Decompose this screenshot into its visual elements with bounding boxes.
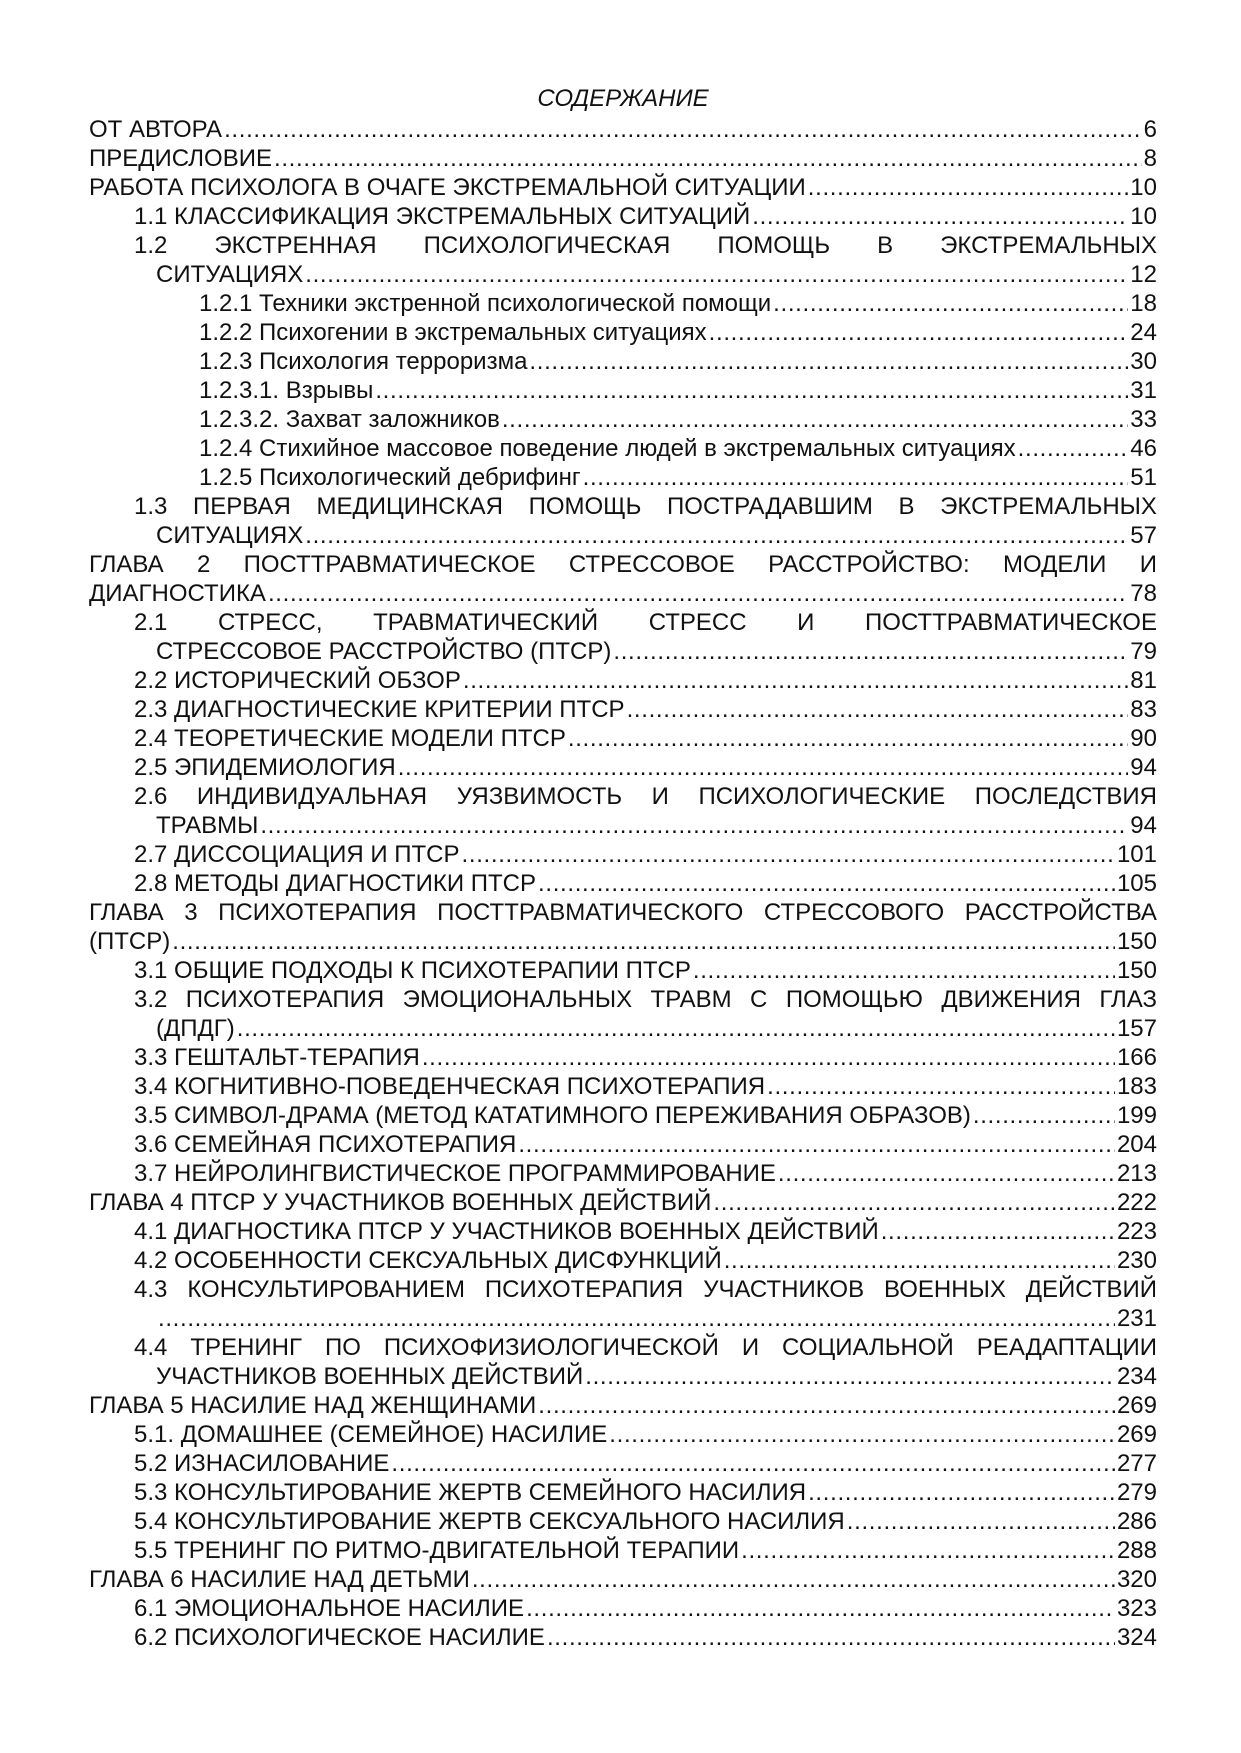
toc-entry-word: УЧАСТНИКОВ xyxy=(703,1276,865,1303)
toc-entry-line xyxy=(199,289,1157,318)
toc-page-number: 79 xyxy=(1130,638,1157,665)
toc-entry-word: В xyxy=(877,232,894,259)
toc-page-number: 288 xyxy=(1116,1537,1157,1564)
toc-entry-word: СОЦИАЛЬНОЙ xyxy=(782,1334,954,1361)
toc-entry-word: УЯЗВИМОСТЬ xyxy=(456,783,623,810)
toc-entry[interactable] xyxy=(134,985,1157,1043)
toc-entry-word: КОНСУЛЬТИРОВАНИЕМ xyxy=(187,1276,465,1303)
toc-entry-title: СИТУАЦИЯХ xyxy=(156,522,304,549)
toc-entry-word: 4.4 xyxy=(134,1334,168,1361)
toc-leader-dots xyxy=(568,724,1128,753)
toc-page-number: 10 xyxy=(1130,203,1157,230)
toc-entry-title: 2.8 МЕТОДЫ ДИАГНОСТИКИ ПТСР xyxy=(134,870,537,897)
toc-page-number: 183 xyxy=(1116,1073,1157,1100)
toc-leader-dots xyxy=(778,1159,1115,1188)
toc-entry[interactable] xyxy=(89,1188,1157,1217)
toc-page-number: 320 xyxy=(1116,1566,1157,1593)
table-of-contents xyxy=(89,84,1157,1652)
toc-leader-dots xyxy=(391,1449,1115,1478)
toc-entry-title: 1.1 КЛАССИФИКАЦИЯ ЭКСТРЕМАЛЬНЫХ СИТУАЦИЙ xyxy=(134,203,751,230)
toc-entry[interactable] xyxy=(134,1536,1157,1565)
toc-page-number: 324 xyxy=(1116,1624,1157,1651)
toc-page-number: 57 xyxy=(1130,522,1157,549)
toc-entry-title: 1.2.5 Психологический дебрифинг xyxy=(199,464,581,491)
toc-entry-line xyxy=(134,1217,1157,1246)
toc-page-number: 24 xyxy=(1130,319,1157,346)
toc-entry-title: (ПТСР) xyxy=(89,928,171,955)
toc-entry[interactable] xyxy=(89,115,1157,144)
toc-entry-word: И xyxy=(797,609,815,636)
toc-entry-line xyxy=(134,1594,1157,1623)
toc-entry-title: 5.1. ДОМАШНЕЕ (СЕМЕЙНОЕ) НАСИЛИЕ xyxy=(134,1421,608,1448)
toc-entry-word: ПОМОЩЬ xyxy=(717,232,831,259)
toc-page-number: 279 xyxy=(1116,1479,1157,1506)
toc-entry-line xyxy=(134,1043,1157,1072)
toc-page-number: 101 xyxy=(1116,841,1157,868)
toc-entry-title: 2.4 ТЕОРЕТИЧЕСКИЕ МОДЕЛИ ПТСР xyxy=(134,725,566,752)
toc-entry[interactable] xyxy=(134,1594,1157,1623)
toc-entry[interactable] xyxy=(134,1159,1157,1188)
toc-entry-line xyxy=(134,869,1157,898)
toc-entry[interactable] xyxy=(199,463,1157,492)
toc-page-number: 46 xyxy=(1130,435,1157,462)
toc-entry-line xyxy=(199,405,1157,434)
toc-entry-title: ГЛАВА 5 НАСИЛИЕ НАД ЖЕНЩИНАМИ xyxy=(89,1392,537,1419)
toc-page-number: 277 xyxy=(1116,1450,1157,1477)
toc-entry-first-line xyxy=(134,492,1157,521)
toc-entry-line xyxy=(199,434,1157,463)
toc-leader-dots xyxy=(472,1565,1115,1594)
toc-entry-word: СТРЕССОВОГО xyxy=(763,899,945,926)
toc-leader-dots xyxy=(767,1072,1115,1101)
toc-entry-word: ТРАВМ xyxy=(650,986,732,1013)
toc-leader-dots xyxy=(462,840,1115,869)
toc-entry-line xyxy=(89,173,1157,202)
toc-entry-word: ПОСТТРАВМАТИЧЕСКОЕ xyxy=(243,551,536,578)
toc-leader-dots xyxy=(547,1623,1115,1652)
toc-entry[interactable] xyxy=(134,666,1157,695)
toc-entry[interactable] xyxy=(89,898,1157,956)
toc-entry[interactable] xyxy=(89,144,1157,173)
toc-entry-word: ИНДИВИДУАЛЬНАЯ xyxy=(196,783,428,810)
toc-entry-line xyxy=(134,1101,1157,1130)
toc-entry-word: ПО xyxy=(324,1334,361,1361)
toc-entry-word: ПСИХОТЕРАПИЯ xyxy=(218,899,417,926)
toc-entry[interactable] xyxy=(199,347,1157,376)
toc-leader-dots xyxy=(713,1188,1115,1217)
toc-entry-title: 1.2.4 Стихийное массовое поведение людей в экстремальных ситуациях xyxy=(199,435,1016,462)
toc-entry-line xyxy=(134,1159,1157,1188)
toc-entry-word: СТРЕСС xyxy=(648,609,747,636)
toc-entry-word: РЕАДАПТАЦИИ xyxy=(976,1334,1157,1361)
toc-entry[interactable] xyxy=(134,231,1157,289)
toc-leader-dots xyxy=(808,1478,1115,1507)
toc-page-number: 213 xyxy=(1116,1160,1157,1187)
toc-entry-first-line xyxy=(134,608,1157,637)
toc-entry-line xyxy=(156,811,1157,840)
toc-entry-title: ПРЕДИСЛОВИЕ xyxy=(89,145,272,172)
toc-entry-title: 4.1 ДИАГНОСТИКА ПТСР У УЧАСТНИКОВ ВОЕННЫХ ДЕЙСТВИЙ xyxy=(134,1218,879,1245)
toc-page-number: 51 xyxy=(1130,464,1157,491)
toc-entry[interactable] xyxy=(199,434,1157,463)
toc-entry[interactable] xyxy=(134,1507,1157,1536)
toc-title: СОДЕРЖАНИЕ xyxy=(537,85,709,112)
toc-entry[interactable] xyxy=(134,1333,1157,1391)
toc-entry-first-line xyxy=(134,782,1157,811)
toc-entry-word: ПСИХОТЕРАПИЯ xyxy=(484,1276,684,1303)
toc-entry[interactable] xyxy=(89,173,1157,202)
toc-page-number: 234 xyxy=(1116,1363,1157,1390)
toc-entry-line xyxy=(156,260,1157,289)
toc-entry-word: ЭМОЦИОНАЛЬНЫХ xyxy=(402,986,633,1013)
toc-leader-dots xyxy=(881,1217,1115,1246)
toc-entry-line xyxy=(134,956,1157,985)
toc-entry[interactable] xyxy=(134,1275,1157,1333)
toc-page-number: 222 xyxy=(1116,1189,1157,1216)
toc-entry-word: ГЛАЗ xyxy=(1099,986,1157,1013)
toc-entry-first-line xyxy=(134,231,1157,260)
toc-entry-line xyxy=(134,1072,1157,1101)
toc-entry-line xyxy=(89,927,1157,956)
toc-entry-line xyxy=(199,463,1157,492)
toc-entry[interactable] xyxy=(199,405,1157,434)
toc-entry-title: 2.7 ДИССОЦИАЦИЯ И ПТСР xyxy=(134,841,460,868)
toc-entry-line xyxy=(156,1014,1157,1043)
toc-entry-line xyxy=(89,579,1157,608)
toc-entry[interactable] xyxy=(134,956,1157,985)
toc-leader-dots xyxy=(274,144,1142,173)
toc-entry-word: И xyxy=(741,1334,760,1361)
toc-entry-word: ПСИХОЛОГИЧЕСКИЕ xyxy=(698,783,946,810)
toc-entry-line xyxy=(156,521,1157,550)
toc-entry-title: 6.2 ПСИХОЛОГИЧЕСКОЕ НАСИЛИЕ xyxy=(134,1624,545,1651)
toc-entry-title: 4.2 ОСОБЕННОСТИ СЕКСУАЛЬНЫХ ДИСФУНКЦИЙ xyxy=(134,1247,722,1274)
toc-entry-line xyxy=(156,1362,1157,1391)
toc-page-number: 204 xyxy=(1116,1131,1157,1158)
toc-leader-dots xyxy=(773,289,1128,318)
toc-page-number: 78 xyxy=(1130,580,1157,607)
toc-page-number: 33 xyxy=(1130,406,1157,433)
toc-entry-word: В xyxy=(898,493,915,520)
toc-page-number: 94 xyxy=(1130,754,1157,781)
toc-entry-word: ПОСТТРАВМАТИЧЕСКОГО xyxy=(437,899,744,926)
toc-entry-title: СТРЕССОВОЕ РАССТРОЙСТВО (ПТСР) xyxy=(156,638,612,665)
toc-entry-word: И xyxy=(651,783,669,810)
toc-entry-title: 3.7 НЕЙРОЛИНГВИСТИЧЕСКОЕ ПРОГРАММИРОВАНИЕ xyxy=(134,1160,776,1187)
toc-entry-word: ПОСТРАДАВШИМ xyxy=(667,493,873,520)
toc-entry[interactable] xyxy=(199,376,1157,405)
toc-entry-word: ДЕЙСТВИЙ xyxy=(1025,1276,1157,1303)
toc-page-number: 269 xyxy=(1116,1421,1157,1448)
toc-entry-line xyxy=(89,115,1157,144)
toc-leader-dots xyxy=(268,579,1128,608)
toc-entry-first-line xyxy=(134,985,1157,1014)
toc-leader-dots xyxy=(752,202,1128,231)
toc-entry[interactable] xyxy=(89,550,1157,608)
toc-page-number: 231 xyxy=(1116,1305,1157,1332)
toc-entry-line xyxy=(156,637,1157,666)
toc-entry-line xyxy=(134,1623,1157,1652)
toc-entry-title: 2.5 ЭПИДЕМИОЛОГИЯ xyxy=(134,754,396,781)
toc-leader-dots xyxy=(422,1043,1115,1072)
toc-entry-word: ДВИЖЕНИЯ xyxy=(941,986,1081,1013)
toc-entry-word: ГЛАВА xyxy=(89,899,164,926)
toc-entry[interactable] xyxy=(199,289,1157,318)
toc-page-number: 105 xyxy=(1116,870,1157,897)
toc-page-number: 30 xyxy=(1130,348,1157,375)
toc-page-number: 10 xyxy=(1130,174,1157,201)
toc-entry-word: ПСИХОФИЗИОЛОГИЧЕСКОЙ xyxy=(383,1334,719,1361)
toc-entry[interactable] xyxy=(134,1130,1157,1159)
toc-entry-word: И xyxy=(1139,551,1157,578)
toc-entry-title: 6.1 ЭМОЦИОНАЛЬНОЕ НАСИЛИЕ xyxy=(134,1595,525,1622)
toc-page-number: 199 xyxy=(1116,1102,1157,1129)
toc-leader-dots xyxy=(260,811,1128,840)
toc-entry-word: ПОМОЩЬЮ xyxy=(785,986,923,1013)
toc-entry-line xyxy=(134,753,1157,782)
toc-page-number: 323 xyxy=(1116,1595,1157,1622)
toc-entry-title: 1.2.3 Психология терроризма xyxy=(199,348,528,375)
toc-leader-dots xyxy=(502,405,1128,434)
toc-leader-dots xyxy=(375,376,1128,405)
toc-leader-dots xyxy=(808,173,1129,202)
toc-leader-dots xyxy=(741,1536,1115,1565)
toc-page-number: 230 xyxy=(1116,1247,1157,1274)
toc-entry-line xyxy=(134,840,1157,869)
toc-entry-word: МОДЕЛИ xyxy=(1002,551,1107,578)
toc-page-number: 150 xyxy=(1116,928,1157,955)
toc-entry[interactable] xyxy=(134,1420,1157,1449)
toc-entry-word: МЕДИЦИНСКАЯ xyxy=(316,493,503,520)
toc-entry[interactable] xyxy=(134,724,1157,753)
toc-entry-line xyxy=(89,1391,1157,1420)
toc-entry-title: 3.5 СИМВОЛ-ДРАМА (МЕТОД КАТАТИМНОГО ПЕРЕЖИВАНИЯ ОБРАЗОВ) xyxy=(134,1102,971,1129)
toc-entry-title: 5.2 ИЗНАСИЛОВАНИЕ xyxy=(134,1450,390,1477)
toc-entry-word: 2.1 xyxy=(134,609,168,636)
toc-entry-word: ЭКСТРЕМАЛЬНЫХ xyxy=(940,493,1157,520)
toc-entry-word: ПСИХОЛОГИЧЕСКАЯ xyxy=(423,232,671,259)
toc-leader-dots xyxy=(398,753,1129,782)
toc-entry-title: ГЛАВА 6 НАСИЛИЕ НАД ДЕТЬМИ xyxy=(89,1566,470,1593)
toc-page-number: 8 xyxy=(1143,145,1157,172)
toc-entry[interactable] xyxy=(134,782,1157,840)
toc-entry-line xyxy=(134,1507,1157,1536)
toc-entry-title: ДИАГНОСТИКА xyxy=(89,580,266,607)
toc-leader-dots xyxy=(224,115,1142,144)
toc-entry[interactable] xyxy=(89,1391,1157,1420)
toc-entry-word: 3.2 xyxy=(134,986,168,1013)
toc-entry-title: 1.2.2 Психогении в экстремальных ситуациях xyxy=(199,319,707,346)
toc-leader-dots xyxy=(613,637,1128,666)
toc-entry-word: ПОМОЩЬ xyxy=(528,493,642,520)
toc-entry-first-line xyxy=(89,898,1157,927)
toc-entry-line xyxy=(89,144,1157,173)
toc-entry-title: 1.2.3.2. Захват заложников xyxy=(199,406,500,433)
toc-entry-first-line xyxy=(89,550,1157,579)
toc-entry[interactable] xyxy=(134,608,1157,666)
toc-entry-word: ПСИХОТЕРАПИЯ xyxy=(185,986,385,1013)
toc-page-number: 94 xyxy=(1130,812,1157,839)
toc-leader-dots xyxy=(693,956,1115,985)
toc-entry-line xyxy=(134,1536,1157,1565)
toc-page-number: 157 xyxy=(1116,1015,1157,1042)
toc-entry-title: 1.2.1 Техники экстренной психологической помощи xyxy=(199,290,772,317)
toc-leader-dots xyxy=(1018,434,1129,463)
toc-page-number: 269 xyxy=(1116,1392,1157,1419)
toc-entry-word: СТРЕССОВОЕ xyxy=(568,551,735,578)
toc-entry-word: ТРАВМАТИЧЕСКИЙ xyxy=(373,609,599,636)
toc-entry-title: ТРАВМЫ xyxy=(156,812,259,839)
toc-entry-title: 3.4 КОГНИТИВНО-ПОВЕДЕНЧЕСКАЯ ПСИХОТЕРАПИЯ xyxy=(134,1073,766,1100)
toc-entry-title: 5.5 ТРЕНИНГ ПО РИТМО-ДВИГАТЕЛЬНОЙ ТЕРАПИИ xyxy=(134,1537,740,1564)
toc-entry-line xyxy=(134,724,1157,753)
toc-entry-word: С xyxy=(750,986,768,1013)
toc-entry-first-line xyxy=(134,1275,1157,1304)
toc-entry[interactable] xyxy=(134,840,1157,869)
toc-entry[interactable] xyxy=(134,695,1157,724)
toc-entry[interactable] xyxy=(134,869,1157,898)
toc-entry-line xyxy=(89,1188,1157,1217)
toc-entry-word: ТРЕНИНГ xyxy=(190,1334,302,1361)
toc-leader-dots xyxy=(724,1246,1115,1275)
toc-entry-line xyxy=(199,376,1157,405)
toc-leader-dots xyxy=(158,1304,1115,1333)
toc-leader-dots xyxy=(538,869,1115,898)
toc-entry[interactable] xyxy=(134,492,1157,550)
toc-page-number: 12 xyxy=(1130,261,1157,288)
toc-entry-title: 3.3 ГЕШТАЛЬТ-ТЕРАПИЯ xyxy=(134,1044,420,1071)
toc-entry-line xyxy=(134,666,1157,695)
toc-leader-dots xyxy=(305,521,1128,550)
toc-entry-line xyxy=(134,1449,1157,1478)
toc-entry[interactable] xyxy=(134,1072,1157,1101)
toc-entry-word: 3 xyxy=(184,899,198,926)
toc-entry-word: СТРЕСС, xyxy=(217,609,323,636)
toc-leader-dots xyxy=(847,1507,1115,1536)
toc-entry[interactable] xyxy=(134,1478,1157,1507)
toc-entry-word: 2 xyxy=(196,551,211,578)
toc-entry-line xyxy=(134,695,1157,724)
toc-page-number: 286 xyxy=(1116,1508,1157,1535)
toc-entry-word: ЭКСТРЕННАЯ xyxy=(214,232,377,259)
toc-entry-title: 3.1 ОБЩИЕ ПОДХОДЫ К ПСИХОТЕРАПИИ ПТСР xyxy=(134,957,691,984)
toc-entry-word: ПОСЛЕДСТВИЯ xyxy=(974,783,1157,810)
toc-leader-dots xyxy=(518,1130,1115,1159)
toc-leader-dots xyxy=(583,463,1129,492)
toc-page-number: 81 xyxy=(1130,667,1157,694)
toc-entry-title: 5.3 КОНСУЛЬТИРОВАНИЕ ЖЕРТВ СЕМЕЙНОГО НАСИЛИЯ xyxy=(134,1479,807,1506)
toc-entry-line xyxy=(134,1130,1157,1159)
toc-entry-title: РАБОТА ПСИХОЛОГА В ОЧАГЕ ЭКСТРЕМАЛЬНОЙ СИТУАЦИИ xyxy=(89,174,806,201)
toc-entry-line xyxy=(134,202,1157,231)
toc-entry-title: (ДПДГ) xyxy=(156,1015,235,1042)
toc-entry-title: УЧАСТНИКОВ ВОЕННЫХ ДЕЙСТВИЙ xyxy=(156,1363,584,1390)
toc-entry-title: ГЛАВА 4 ПТСР У УЧАСТНИКОВ ВОЕННЫХ ДЕЙСТВИЙ xyxy=(89,1189,712,1216)
toc-entry-word: ВОЕННЫХ xyxy=(884,1276,1006,1303)
toc-entry-line xyxy=(134,1246,1157,1275)
toc-leader-dots xyxy=(709,318,1129,347)
toc-leader-dots xyxy=(627,695,1129,724)
toc-entry-line xyxy=(134,1420,1157,1449)
toc-entry-line xyxy=(199,347,1157,376)
toc-page-number: 90 xyxy=(1130,725,1157,752)
toc-entry-word: ПОСТТРАВМАТИЧЕСКОЕ xyxy=(865,609,1157,636)
toc-entry-title: 1.2.3.1. Взрывы xyxy=(199,377,374,404)
toc-entry-first-line xyxy=(134,1333,1157,1362)
toc-entry[interactable] xyxy=(134,753,1157,782)
toc-entry-word: РАССТРОЙСТВА xyxy=(964,899,1157,926)
toc-entry[interactable] xyxy=(134,1217,1157,1246)
toc-entry-title: ОТ АВТОРА xyxy=(89,116,223,143)
toc-leader-dots xyxy=(585,1362,1115,1391)
toc-entry-title: 5.4 КОНСУЛЬТИРОВАНИЕ ЖЕРТВ СЕКСУАЛЬНОГО НАСИЛИЯ xyxy=(134,1508,845,1535)
toc-entry[interactable] xyxy=(134,1043,1157,1072)
toc-leader-dots xyxy=(538,1391,1115,1420)
toc-entry-word: 1.2 xyxy=(134,232,168,259)
toc-leader-dots xyxy=(526,1594,1115,1623)
toc-page-number: 150 xyxy=(1116,957,1157,984)
toc-entry-word: 1.3 xyxy=(134,493,168,520)
toc-entry-title: 2.2 ИСТОРИЧЕСКИЙ ОБЗОР xyxy=(134,667,461,694)
toc-entry-word: РАССТРОЙСТВО: xyxy=(768,551,970,578)
toc-entry[interactable] xyxy=(134,202,1157,231)
toc-entry-line xyxy=(89,1565,1157,1594)
toc-entry-line xyxy=(199,318,1157,347)
toc-entry[interactable] xyxy=(134,1246,1157,1275)
toc-entry[interactable] xyxy=(134,1449,1157,1478)
toc-leader-dots xyxy=(305,260,1128,289)
toc-list xyxy=(89,115,1157,1652)
toc-entry[interactable] xyxy=(199,318,1157,347)
toc-leader-dots xyxy=(237,1014,1115,1043)
toc-page-number: 6 xyxy=(1143,116,1157,143)
toc-page-number: 223 xyxy=(1116,1218,1157,1245)
toc-page-number: 83 xyxy=(1130,696,1157,723)
toc-entry-title: 2.3 ДИАГНОСТИЧЕСКИЕ КРИТЕРИИ ПТСР xyxy=(134,696,625,723)
toc-leader-dots xyxy=(463,666,1128,695)
toc-leader-dots xyxy=(609,1420,1115,1449)
toc-leader-dots xyxy=(172,927,1115,956)
toc-entry-title: 3.6 СЕМЕЙНАЯ ПСИХОТЕРАПИЯ xyxy=(134,1131,517,1158)
toc-entry[interactable] xyxy=(134,1101,1157,1130)
toc-entry[interactable] xyxy=(134,1623,1157,1652)
toc-entry-word: 4.3 xyxy=(134,1276,168,1303)
toc-entry-word: 2.6 xyxy=(134,783,168,810)
toc-entry-word: ЭКСТРЕМАЛЬНЫХ xyxy=(940,232,1157,259)
toc-leader-dots xyxy=(973,1101,1115,1130)
toc-leader-dots xyxy=(529,347,1128,376)
toc-page-number: 18 xyxy=(1130,290,1157,317)
toc-entry-line xyxy=(134,1478,1157,1507)
toc-entry-line xyxy=(156,1304,1157,1333)
toc-entry-word: ГЛАВА xyxy=(89,551,164,578)
toc-entry-word: ПЕРВАЯ xyxy=(193,493,291,520)
toc-entry-title: СИТУАЦИЯХ xyxy=(156,261,304,288)
toc-page-number: 166 xyxy=(1116,1044,1157,1071)
toc-entry[interactable] xyxy=(89,1565,1157,1594)
toc-page-number: 31 xyxy=(1130,377,1157,404)
